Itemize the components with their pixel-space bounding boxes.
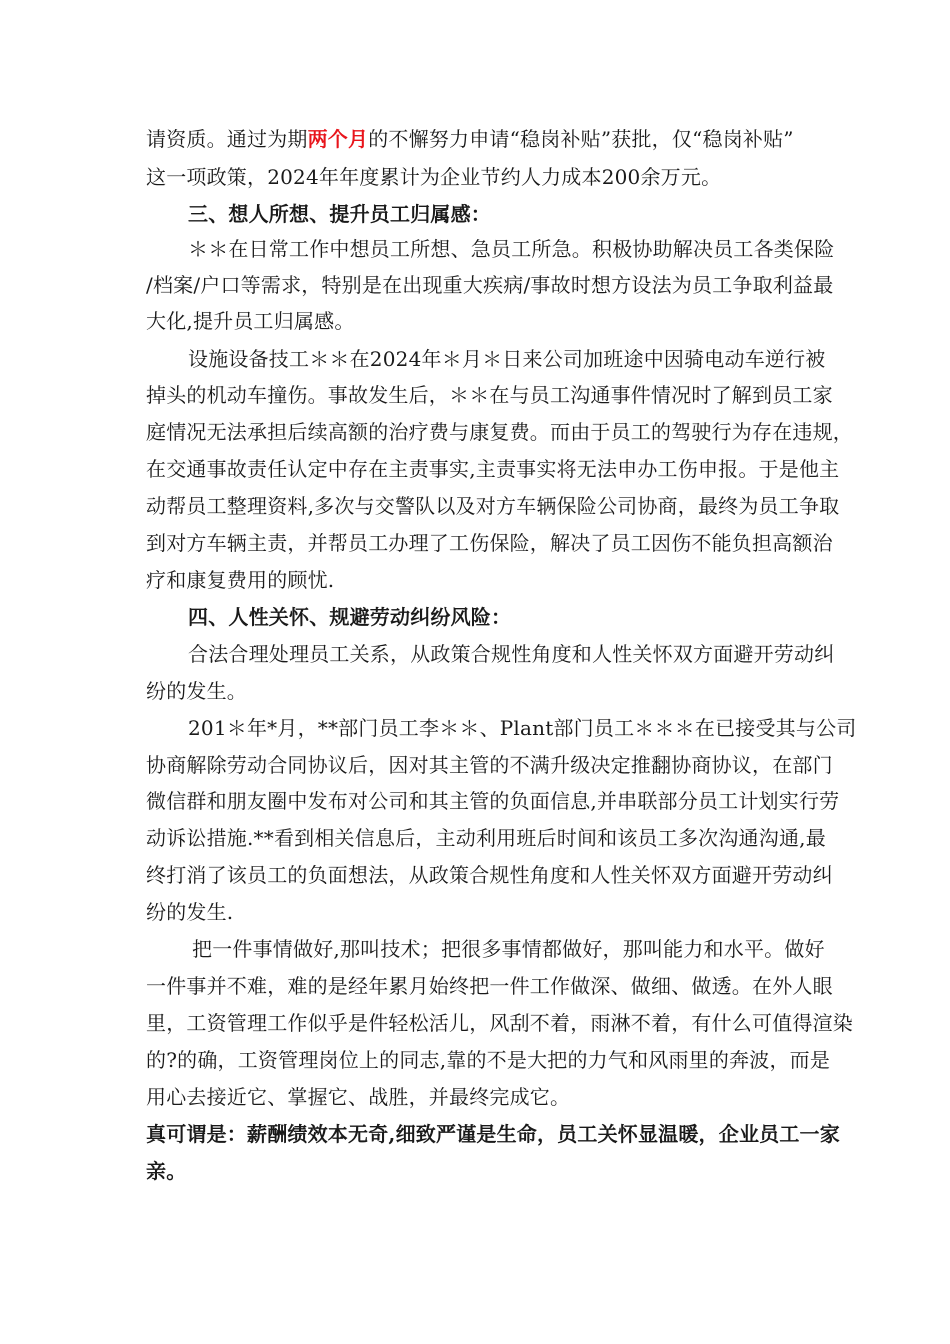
paragraph-line: 终打消了该员工的负面想法，从政策合规性角度和人性关怀双方面避开劳动纠	[146, 863, 833, 887]
paragraph-line: 疗和康复费用的顾忧.	[146, 568, 335, 592]
paragraph-line: 掉头的机动车撞伤。事故发生后，＊＊在与员工沟通事件情况时了解到员工家	[146, 383, 833, 407]
paragraph-line: 用心去接近它、掌握它、战胜，并最终完成它。	[146, 1085, 571, 1109]
paragraph-line: 动帮员工整理资料,多次与交警队以及对方车辆保险公司协商，最终为员工争取	[146, 494, 840, 518]
closing-line: 真可谓是：薪酬绩效本无奇,细致严谨是生命，员工关怀显温暖，企业员工一家	[146, 1122, 840, 1146]
paragraph-line: 的?的确，工资管理岗位上的同志,靠的不是大把的力气和风雨里的奔波，而是	[146, 1048, 831, 1072]
section-heading-4: 四、人性关怀、规避劳动纠纷风险：	[188, 605, 512, 629]
paragraph-line: 纷的发生.	[146, 900, 234, 924]
paragraph-line: /档案/户口等需求，特别是在出现重大疾病/事故时想方设法为员工争取利益最	[146, 273, 834, 297]
paragraph-line: 设施设备技工＊＊在2024年＊月＊日来公司加班途中因骑电动车逆行被	[188, 347, 826, 371]
closing-line: 亲。	[146, 1159, 187, 1183]
paragraph-line: 大化,提升员工归属感。	[146, 309, 355, 333]
paragraph-line: 动诉讼措施.**看到相关信息后，主动利用班后时间和该员工多次沟通沟通,最	[146, 826, 826, 850]
paragraph-line: 把一件事情做好,那叫技术；把很多事情都做好，那叫能力和水平。做好	[192, 937, 825, 961]
paragraph-line: 合法合理处理员工关系，从政策合规性角度和人性关怀双方面避开劳动纠	[188, 642, 835, 666]
paragraph-line: 201＊年*月，**部门员工李＊＊、Plant部门员工＊＊＊在已接受其与公司	[188, 716, 857, 740]
paragraph-line: 到对方车辆主责，并帮员工办理了工伤保险，解决了员工因伤不能负担高额治	[146, 531, 833, 555]
paragraph-line: 庭情况无法承担后续高额的治疗费与康复费。而由于员工的驾驶行为存在违规，	[146, 420, 853, 444]
paragraph-line: 里，工资管理工作似乎是件轻松活儿，风刮不着，雨淋不着，有什么可值得渲染	[146, 1011, 853, 1035]
paragraph-line: ＊＊在日常工作中想员工所想、急员工所急。积极协助解决员工各类保险	[188, 237, 835, 261]
section-heading-3: 三、想人所想、提升员工归属感：	[188, 202, 491, 226]
paragraph-line: 一件事并不难，难的是经年累月始终把一件工作做深、做细、做透。在外人眼	[146, 974, 833, 998]
paragraph-line: 这一项政策，2024年年度累计为企业节约人力成本200余万元。	[146, 165, 722, 189]
highlighted-text: 两个月	[307, 127, 369, 151]
paragraph-line: 协商解除劳动合同协议后，因对其主管的不满升级决定推翻协商协议，在部门	[146, 753, 833, 777]
paragraph-line: 在交通事故责任认定中存在主责事实,主责事实将无法申办工伤申报。于是他主	[146, 457, 840, 481]
paragraph-line: 微信群和朋友圈中发布对公司和其主管的负面信息,并串联部分员工计划实行劳	[146, 789, 840, 813]
paragraph-line: 请资质。通过为期两个月的不懈努力申请“稳岗补贴”获批，仅“稳岗补贴”	[146, 127, 794, 151]
paragraph-line: 纷的发生。	[146, 679, 247, 703]
